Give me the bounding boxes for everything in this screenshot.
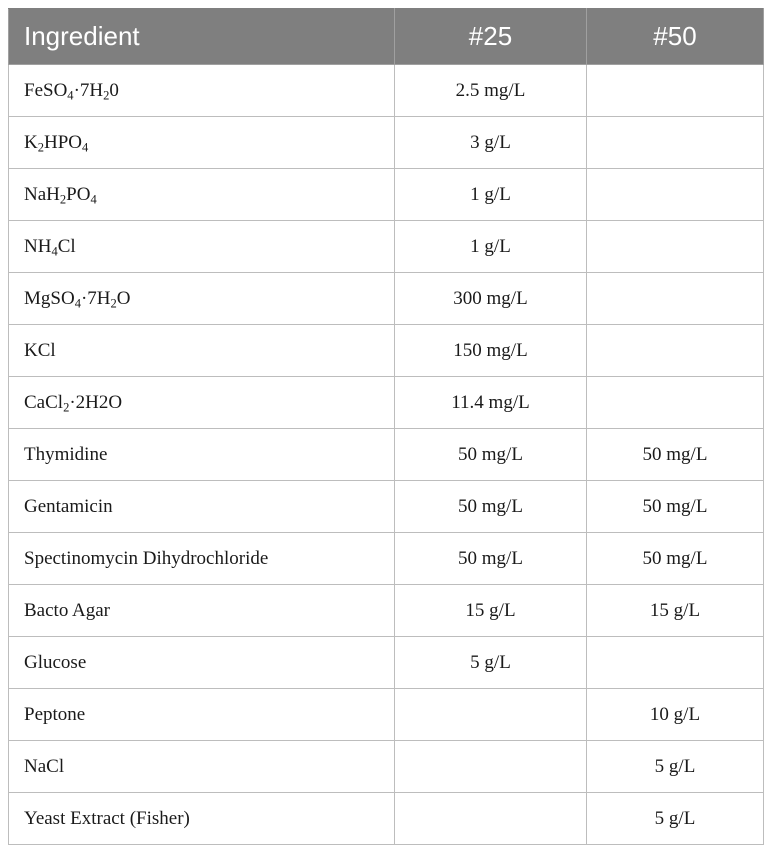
- ingredient-part-sub2: 2: [103, 88, 110, 102]
- ingredient-part-pre: Thymidine: [24, 443, 108, 465]
- ingredient-part-pre: Gentamicin: [24, 495, 113, 517]
- value-50: 50 mg/L: [587, 481, 764, 533]
- ingredient-part-mid: HPO: [44, 131, 83, 153]
- table-row: [9, 325, 764, 377]
- ingredient-name: [9, 117, 395, 169]
- ingredient-part-pre: NH: [24, 235, 52, 257]
- value-25: 300 mg/L: [395, 273, 587, 325]
- table-row: [9, 793, 764, 845]
- ingredient-part-pre: Spectinomycin Dihydrochloride: [24, 547, 269, 569]
- value-25: 150 mg/L: [395, 325, 587, 377]
- table-body: [9, 65, 764, 845]
- ingredient-name: [9, 793, 395, 845]
- value-25: 3 g/L: [395, 117, 587, 169]
- value-25: 50 mg/L: [395, 429, 587, 481]
- ingredient-part-sub1: 4: [51, 244, 58, 258]
- ingredient-part-pre: NaH: [24, 183, 60, 205]
- ingredient-part-pre: Bacto Agar: [24, 599, 111, 621]
- ingredient-part-pre: MgSO: [24, 287, 75, 309]
- ingredient-part-sub1: 4: [67, 88, 74, 102]
- ingredient-part-pre: Glucose: [24, 651, 87, 673]
- table-row: [9, 481, 764, 533]
- table-row: [9, 689, 764, 741]
- value-50: [587, 169, 764, 221]
- value-25: 1 g/L: [395, 221, 587, 273]
- value-25: 15 g/L: [395, 585, 587, 637]
- ingredient-part-mid: ·2H2O: [69, 391, 123, 413]
- value-25: 50 mg/L: [395, 481, 587, 533]
- value-25: 50 mg/L: [395, 533, 587, 585]
- table-row: [9, 585, 764, 637]
- ingredient-part-post: O: [116, 287, 131, 309]
- ingredient-part-pre: Peptone: [24, 703, 86, 725]
- table-row: [9, 221, 764, 273]
- table-header: [9, 9, 764, 65]
- ingredient-part-mid: ·7H: [80, 287, 111, 309]
- value-50: 15 g/L: [587, 585, 764, 637]
- ingredient-part-pre: Yeast Extract (Fisher): [24, 807, 190, 829]
- value-50: 50 mg/L: [587, 533, 764, 585]
- table-row: [9, 741, 764, 793]
- ingredient-part-post: 0: [109, 79, 119, 101]
- ingredient-part-pre: KCl: [24, 339, 56, 361]
- header-50: #50: [587, 9, 764, 65]
- table-row: [9, 637, 764, 689]
- ingredient-name: [9, 585, 395, 637]
- table-row: [9, 377, 764, 429]
- ingredient-name: [9, 221, 395, 273]
- value-50: [587, 65, 764, 117]
- value-25: [395, 793, 587, 845]
- table-row: [9, 273, 764, 325]
- ingredient-name: [9, 689, 395, 741]
- ingredient-part-pre: K: [24, 131, 38, 153]
- value-50: [587, 273, 764, 325]
- table-row: [9, 429, 764, 481]
- ingredient-part-sub2: 4: [90, 192, 97, 206]
- ingredient-name: [9, 533, 395, 585]
- value-25: 2.5 mg/L: [395, 65, 587, 117]
- ingredient-part-sub1: 2: [59, 192, 67, 206]
- table-row: [9, 65, 764, 117]
- ingredient-name: [9, 169, 395, 221]
- ingredient-name: [9, 325, 395, 377]
- ingredient-part-pre: NaCl: [24, 755, 65, 777]
- ingredient-name: [9, 429, 395, 481]
- value-50: [587, 637, 764, 689]
- ingredient-name: [9, 377, 395, 429]
- ingredient-name: [9, 273, 395, 325]
- value-25: 1 g/L: [395, 169, 587, 221]
- header-25: #25: [395, 9, 587, 65]
- ingredient-part-sub1: 2: [37, 140, 44, 154]
- value-50: [587, 117, 764, 169]
- ingredient-table: [8, 8, 764, 845]
- value-50: 50 mg/L: [587, 429, 764, 481]
- ingredient-name: [9, 481, 395, 533]
- value-50: 5 g/L: [587, 793, 764, 845]
- ingredient-part-sub1: 4: [74, 296, 81, 310]
- ingredient-part-sub2: 4: [82, 140, 89, 154]
- header-row: [9, 9, 764, 65]
- value-50: 5 g/L: [587, 741, 764, 793]
- ingredient-part-mid: PO: [66, 183, 91, 205]
- value-50: [587, 377, 764, 429]
- ingredient-name: [9, 637, 395, 689]
- value-50: 10 g/L: [587, 689, 764, 741]
- value-50: [587, 221, 764, 273]
- ingredient-name: [9, 741, 395, 793]
- ingredient-part-mid: ·7H: [73, 79, 104, 101]
- table-row: [9, 117, 764, 169]
- ingredient-name: [9, 65, 395, 117]
- header-ingredient: Ingredient: [9, 9, 395, 65]
- ingredient-part-sub1: 2: [63, 400, 70, 414]
- value-25: 11.4 mg/L: [395, 377, 587, 429]
- ingredient-part-sub2: 2: [110, 296, 117, 310]
- value-25: [395, 741, 587, 793]
- value-25: 5 g/L: [395, 637, 587, 689]
- value-25: [395, 689, 587, 741]
- table-row: [9, 533, 764, 585]
- ingredient-part-pre: CaCl: [24, 391, 64, 413]
- value-50: [587, 325, 764, 377]
- table-row: [9, 169, 764, 221]
- ingredient-part-mid: Cl: [57, 235, 76, 257]
- table-container: [8, 8, 763, 845]
- ingredient-part-pre: FeSO: [24, 79, 68, 101]
